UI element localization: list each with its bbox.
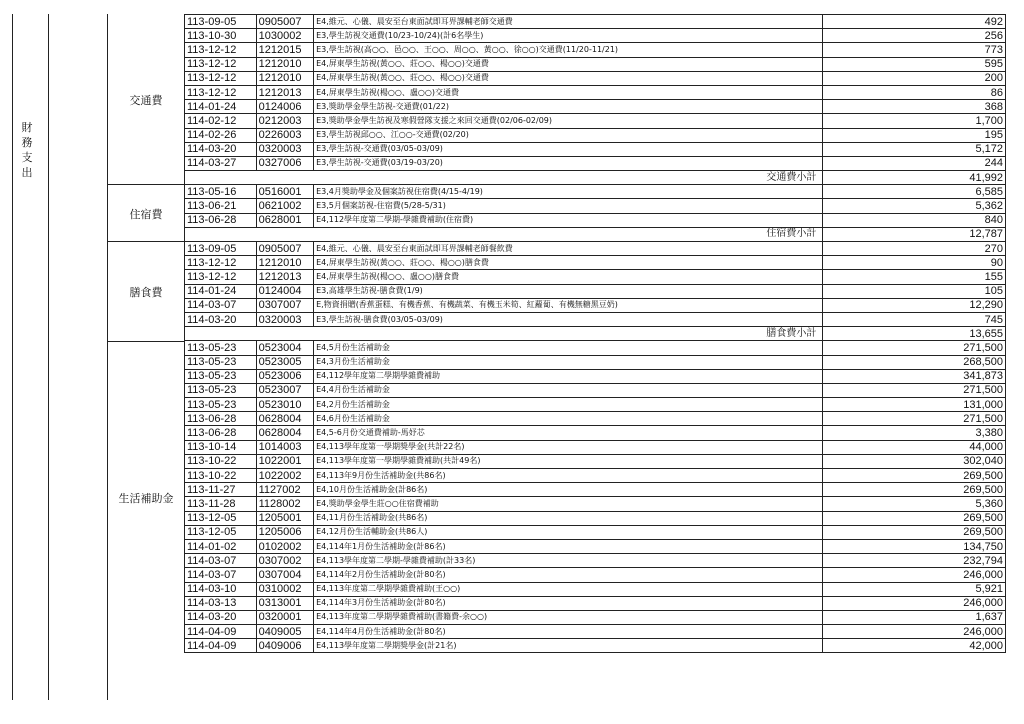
cell-desc: E4,113年度第二學期學雜費補助(書籍費-余○○) — [314, 610, 823, 624]
cell-amount: 745 — [823, 312, 1006, 326]
cell-desc: E3,獎助學金學生訪視-交通費(01/22) — [314, 100, 823, 114]
cell-code: 0313001 — [256, 596, 313, 610]
table-row — [185, 142, 1006, 156]
cell-date: 114-03-27 — [185, 156, 257, 170]
cell-amount: 131,000 — [823, 398, 1006, 412]
cell-desc: E4,維元、心儀、晨安至台東面試即耳畀課輔老師交通費 — [314, 15, 823, 29]
cell-code: 0409005 — [256, 625, 313, 639]
table-row — [185, 270, 1006, 284]
cell-date: 113-12-12 — [185, 270, 257, 284]
cell-date: 113-10-30 — [185, 29, 257, 43]
table-row — [185, 298, 1006, 312]
table-row — [185, 312, 1006, 326]
table-row — [185, 596, 1006, 610]
cell-amount: 195 — [823, 128, 1006, 142]
subtotal-label: 膳食費小計 — [185, 327, 823, 341]
cell-desc: E4,2月份生活補助金 — [314, 398, 823, 412]
table-row — [185, 525, 1006, 539]
subtotal-amount: 13,655 — [823, 327, 1006, 341]
cell-code: 0516001 — [256, 185, 313, 199]
cell-date: 113-11-27 — [185, 483, 257, 497]
cell-code: 0327006 — [256, 156, 313, 170]
cell-date: 114-01-24 — [185, 284, 257, 298]
cell-amount: 5,921 — [823, 582, 1006, 596]
cell-date: 114-03-07 — [185, 554, 257, 568]
cell-desc: E4,114年2月份生活補助金(計80名) — [314, 568, 823, 582]
cell-amount: 12,290 — [823, 298, 1006, 312]
cell-desc: E3,學生訪視-膳食費(03/05-03/09) — [314, 312, 823, 326]
cell-date: 114-03-20 — [185, 610, 257, 624]
subtotal-row — [185, 227, 1006, 241]
table-row — [185, 369, 1006, 383]
cell-code: 0409006 — [256, 639, 313, 653]
cell-desc: E4,114年3月份生活補助金(計80名) — [314, 596, 823, 610]
side-label-char: 務 — [21, 136, 33, 149]
cell-date: 113-06-28 — [185, 213, 257, 227]
cell-desc: E4,112學年度第二學期學雜費補助 — [314, 369, 823, 383]
subtotal-label: 住宿費小計 — [185, 227, 823, 241]
cell-date: 113-12-12 — [185, 71, 257, 85]
cell-amount: 268,500 — [823, 355, 1006, 369]
cell-desc: E3,學生訪視-交通費(03/05-03/09) — [314, 142, 823, 156]
table-row — [185, 554, 1006, 568]
table-row — [185, 469, 1006, 483]
cell-date: 113-12-05 — [185, 525, 257, 539]
cell-amount: 271,500 — [823, 412, 1006, 426]
cell-desc: E4,屏東學生訪視(黃○○、莊○○、楊○○)交通費 — [314, 71, 823, 85]
cell-code: 1205006 — [256, 525, 313, 539]
cell-desc: E4,4月份生活補助金 — [314, 383, 823, 397]
cell-desc: E4,6月份生活補助金 — [314, 412, 823, 426]
cell-amount: 246,000 — [823, 596, 1006, 610]
cell-date: 113-10-14 — [185, 440, 257, 454]
table-row — [185, 199, 1006, 213]
cell-amount: 6,585 — [823, 185, 1006, 199]
table-row — [185, 71, 1006, 85]
table-row — [185, 43, 1006, 57]
cell-date: 114-02-12 — [185, 114, 257, 128]
cell-amount: 840 — [823, 213, 1006, 227]
cell-amount: 271,500 — [823, 383, 1006, 397]
cell-amount: 134,750 — [823, 539, 1006, 553]
cell-amount: 155 — [823, 270, 1006, 284]
cell-date: 114-03-13 — [185, 596, 257, 610]
cell-desc: E3,學生訪視交通費(10/23-10/24)(計6名學生) — [314, 29, 823, 43]
cell-code: 1212015 — [256, 43, 313, 57]
cell-amount: 269,500 — [823, 511, 1006, 525]
cell-date: 113-06-28 — [185, 426, 257, 440]
table-row — [185, 256, 1006, 270]
cell-desc: E4,3月份生活補助金 — [314, 355, 823, 369]
cell-desc: E4,114年1月份生活補助金(計86名) — [314, 539, 823, 553]
cell-date: 114-01-24 — [185, 100, 257, 114]
table-row — [185, 100, 1006, 114]
cell-date: 113-09-05 — [185, 242, 257, 256]
cell-desc: E3,學生訪視(高○○、邑○○、王○○、周○○、黃○○、徐○○)交通費(11/20-11/21) — [314, 43, 823, 57]
cell-date: 114-03-07 — [185, 298, 257, 312]
cell-desc: E4,10月份生活補助金(計86名) — [314, 483, 823, 497]
cell-amount: 341,873 — [823, 369, 1006, 383]
table-row — [185, 454, 1006, 468]
cell-code: 1205001 — [256, 511, 313, 525]
table-row — [185, 15, 1006, 29]
cell-code: 1127002 — [256, 483, 313, 497]
subtotal-amount: 12,787 — [823, 227, 1006, 241]
table-row — [185, 383, 1006, 397]
cell-date: 113-05-16 — [185, 185, 257, 199]
cell-code: 0307004 — [256, 568, 313, 582]
cell-code: 0905007 — [256, 15, 313, 29]
expense-ledger-table — [184, 14, 1006, 653]
category-label: 膳食費 — [129, 285, 163, 299]
cell-amount: 244 — [823, 156, 1006, 170]
table-row — [185, 426, 1006, 440]
category-separator — [107, 241, 184, 242]
table-row — [185, 639, 1006, 653]
cell-amount: 256 — [823, 29, 1006, 43]
cell-date: 114-03-20 — [185, 142, 257, 156]
cell-amount: 5,172 — [823, 142, 1006, 156]
table-row — [185, 582, 1006, 596]
cell-date: 113-05-23 — [185, 398, 257, 412]
cell-desc: E4,5-6月份交通費補助-馬妤芯 — [314, 426, 823, 440]
cell-code: 1022002 — [256, 469, 313, 483]
cell-amount: 1,637 — [823, 610, 1006, 624]
cell-desc: E3,學生訪視-交通費(03/19-03/20) — [314, 156, 823, 170]
cell-amount: 773 — [823, 43, 1006, 57]
cell-desc: E4,獎助學金學生莊○○住宿費補助 — [314, 497, 823, 511]
cell-desc: E4,113學年度第二學期獎學金(計21名) — [314, 639, 823, 653]
cell-code: 0124004 — [256, 284, 313, 298]
cell-code: 1022001 — [256, 454, 313, 468]
cell-date: 113-12-12 — [185, 43, 257, 57]
cell-code: 0628004 — [256, 426, 313, 440]
table-row — [185, 412, 1006, 426]
cell-amount: 5,360 — [823, 497, 1006, 511]
cell-code: 0310002 — [256, 582, 313, 596]
cell-desc: E3,4月獎助學金及個案訪視住宿費(4/15-4/19) — [314, 185, 823, 199]
outer-left-rule — [12, 14, 13, 700]
cell-amount: 1,700 — [823, 114, 1006, 128]
cell-date: 113-12-12 — [185, 57, 257, 71]
table-row — [185, 185, 1006, 199]
cell-desc: E4,113學年度第二學期-學雜費補助(計33名) — [314, 554, 823, 568]
cell-code: 1212013 — [256, 85, 313, 99]
cell-desc: E4,屏東學生訪視(楊○○、盧○○)膳食費 — [314, 270, 823, 284]
cell-amount: 86 — [823, 85, 1006, 99]
cell-code: 1128002 — [256, 497, 313, 511]
cell-date: 113-05-23 — [185, 383, 257, 397]
category-label: 住宿費 — [129, 207, 163, 221]
category-column-rule — [107, 14, 108, 700]
table-row — [185, 29, 1006, 43]
cell-desc: E4,屏東學生訪視(黃○○、莊○○、楊○○)膳食費 — [314, 256, 823, 270]
cell-code: 0307002 — [256, 554, 313, 568]
cell-date: 114-01-02 — [185, 539, 257, 553]
table-row — [185, 57, 1006, 71]
cell-code: 0124006 — [256, 100, 313, 114]
cell-desc: E3,5月個案訪視-住宿費(5/28-5/31) — [314, 199, 823, 213]
side-label-char: 支 — [21, 151, 33, 164]
side-label-financial-expenditure — [20, 120, 34, 180]
cell-code: 0523004 — [256, 341, 313, 355]
category-separator — [107, 184, 184, 185]
cell-amount: 105 — [823, 284, 1006, 298]
table-row — [185, 284, 1006, 298]
cell-desc: E4,11月份生活補助金(共86名) — [314, 511, 823, 525]
cell-code: 1212010 — [256, 256, 313, 270]
label-column-rule — [48, 14, 49, 700]
cell-amount: 42,000 — [823, 639, 1006, 653]
category-label: 交通費 — [129, 94, 163, 108]
cell-desc: E4,113學年度第一學期學雜費補助(共計49名) — [314, 454, 823, 468]
subtotal-label: 交通費小計 — [185, 171, 823, 185]
cell-date: 113-12-12 — [185, 256, 257, 270]
cell-desc: E3,學生訪視邱○○、江○○-交通費(02/20) — [314, 128, 823, 142]
cell-code: 0628001 — [256, 213, 313, 227]
cell-code: 1212013 — [256, 270, 313, 284]
cell-amount: 595 — [823, 57, 1006, 71]
table-row — [185, 398, 1006, 412]
cell-code: 1212010 — [256, 57, 313, 71]
cell-date: 113-12-12 — [185, 85, 257, 99]
cell-desc: E3,高雄學生訪視-膳食費(1/9) — [314, 284, 823, 298]
category-label: 生活補助金 — [118, 491, 174, 505]
cell-amount: 270 — [823, 242, 1006, 256]
cell-date: 114-03-07 — [185, 568, 257, 582]
cell-desc: E4,維元、心儀、晨安至台東面試即耳畀課輔老師餐飲費 — [314, 242, 823, 256]
table-row — [185, 625, 1006, 639]
cell-amount: 269,500 — [823, 525, 1006, 539]
cell-amount: 232,794 — [823, 554, 1006, 568]
category-separator — [107, 341, 184, 342]
subtotal-amount: 41,992 — [823, 171, 1006, 185]
cell-code: 0905007 — [256, 242, 313, 256]
cell-code: 0523007 — [256, 383, 313, 397]
cell-code: 0628004 — [256, 412, 313, 426]
table-row — [185, 539, 1006, 553]
cell-amount: 44,000 — [823, 440, 1006, 454]
cell-code: 0621002 — [256, 199, 313, 213]
cell-date: 114-04-09 — [185, 625, 257, 639]
cell-date: 113-12-05 — [185, 511, 257, 525]
cell-date: 114-04-09 — [185, 639, 257, 653]
cell-amount: 269,500 — [823, 469, 1006, 483]
table-row — [185, 156, 1006, 170]
cell-amount: 271,500 — [823, 341, 1006, 355]
table-row — [185, 497, 1006, 511]
cell-date: 113-10-22 — [185, 469, 257, 483]
cell-date: 114-02-26 — [185, 128, 257, 142]
table-row — [185, 242, 1006, 256]
table-row — [185, 610, 1006, 624]
cell-date: 114-03-20 — [185, 312, 257, 326]
cell-code: 0226003 — [256, 128, 313, 142]
cell-date: 113-05-23 — [185, 369, 257, 383]
cell-code: 0523005 — [256, 355, 313, 369]
cell-desc: E4,屏東學生訪視(黃○○、莊○○、楊○○)交通費 — [314, 57, 823, 71]
cell-amount: 5,362 — [823, 199, 1006, 213]
cell-desc: E,物資捐贈(香蕉蛋糕、有機香蕉、有機蔬菜、有機玉米筍、紅蘿蔔、有機無糖黑豆奶) — [314, 298, 823, 312]
cell-amount: 302,040 — [823, 454, 1006, 468]
cell-amount: 246,000 — [823, 568, 1006, 582]
cell-desc: E3,獎助學金學生訪視及寒假營隊支援之來回交通費(02/06-02/09) — [314, 114, 823, 128]
cell-desc: E4,114年4月份生活補助金(計80名) — [314, 625, 823, 639]
cell-date: 113-06-21 — [185, 199, 257, 213]
cell-date: 113-05-23 — [185, 355, 257, 369]
cell-date: 114-03-10 — [185, 582, 257, 596]
side-label-char: 財 — [21, 121, 33, 134]
table-row — [185, 85, 1006, 99]
cell-amount: 269,500 — [823, 483, 1006, 497]
cell-code: 0212003 — [256, 114, 313, 128]
cell-desc: E4,112學年度第二學期-學雜費補助(住宿費) — [314, 213, 823, 227]
cell-code: 0523006 — [256, 369, 313, 383]
cell-desc: E4,113年度第二學期學雜費補助(王○○) — [314, 582, 823, 596]
cell-desc: E4,113學年度第一學期獎學金(共計22名) — [314, 440, 823, 454]
cell-code: 0523010 — [256, 398, 313, 412]
cell-desc: E4,113年9月份生活補助金(共86名) — [314, 469, 823, 483]
cell-code: 1030002 — [256, 29, 313, 43]
table-row — [185, 355, 1006, 369]
cell-amount: 90 — [823, 256, 1006, 270]
table-row — [185, 341, 1006, 355]
cell-desc: E4,5月份生活補助金 — [314, 341, 823, 355]
cell-code: 1014003 — [256, 440, 313, 454]
cell-code: 0102002 — [256, 539, 313, 553]
table-row — [185, 128, 1006, 142]
cell-desc: E4,屏東學生訪視(楊○○、盧○○)交通費 — [314, 85, 823, 99]
cell-amount: 492 — [823, 15, 1006, 29]
subtotal-row — [185, 171, 1006, 185]
table-row — [185, 568, 1006, 582]
cell-code: 0307007 — [256, 298, 313, 312]
side-label-char: 出 — [21, 166, 33, 179]
table-row — [185, 483, 1006, 497]
cell-amount: 368 — [823, 100, 1006, 114]
subtotal-row — [185, 327, 1006, 341]
cell-code: 0320001 — [256, 610, 313, 624]
cell-amount: 200 — [823, 71, 1006, 85]
cell-date: 113-09-05 — [185, 15, 257, 29]
cell-date: 113-05-23 — [185, 341, 257, 355]
cell-code: 1212010 — [256, 71, 313, 85]
cell-desc: E4,12月份生活輔助金(共86人) — [314, 525, 823, 539]
cell-date: 113-06-28 — [185, 412, 257, 426]
table-row — [185, 511, 1006, 525]
cell-amount: 246,000 — [823, 625, 1006, 639]
table-row — [185, 213, 1006, 227]
cell-date: 113-11-28 — [185, 497, 257, 511]
cell-amount: 3,380 — [823, 426, 1006, 440]
table-row — [185, 114, 1006, 128]
cell-code: 0320003 — [256, 142, 313, 156]
table-row — [185, 440, 1006, 454]
cell-date: 113-10-22 — [185, 454, 257, 468]
cell-code: 0320003 — [256, 312, 313, 326]
